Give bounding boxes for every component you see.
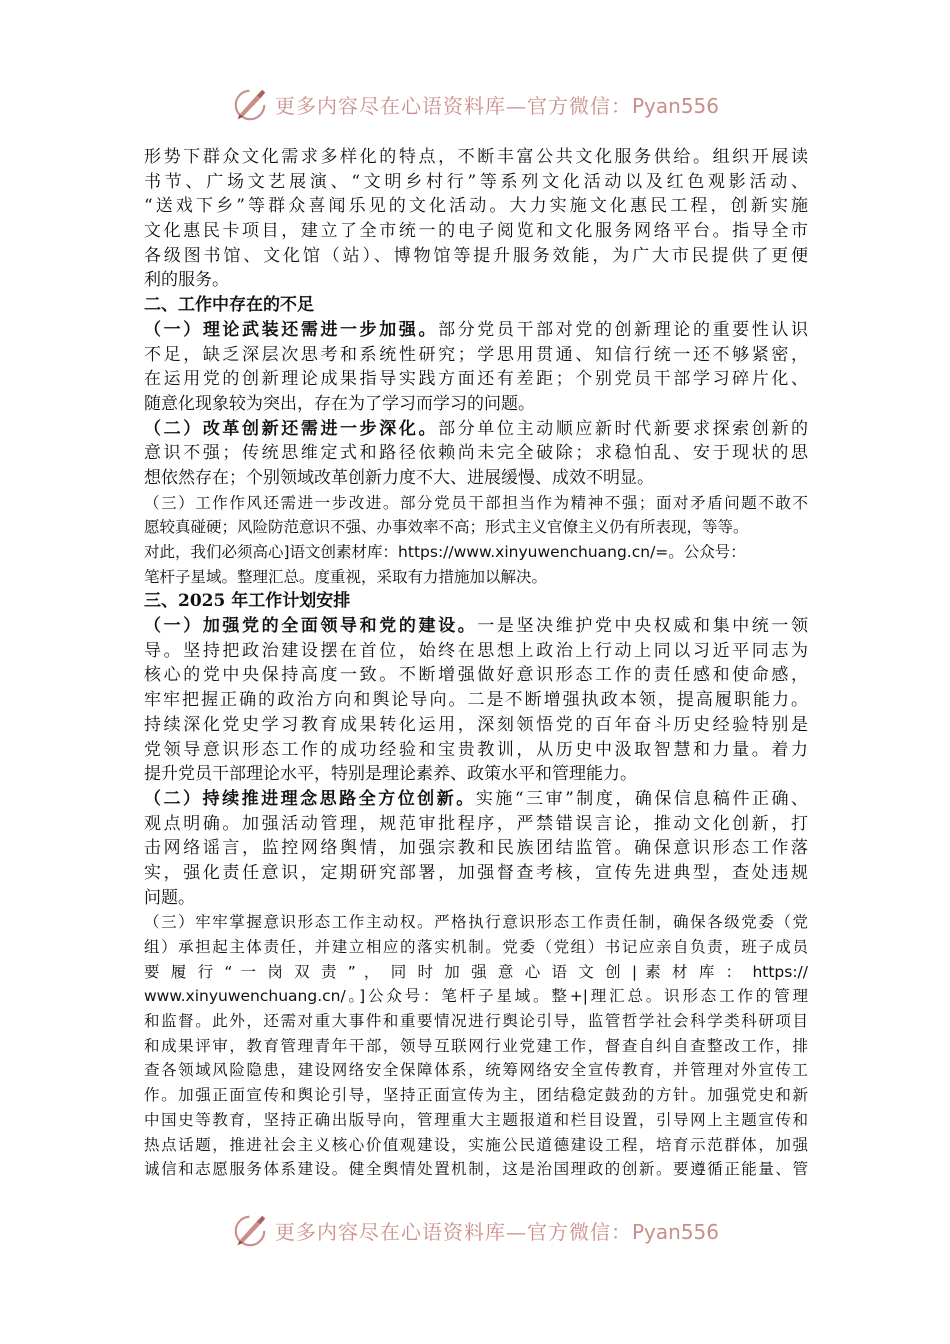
line-text: 导。坚持把政治建设摆在首位，始终在思想上政治上行动上同以习近平同志为 bbox=[144, 640, 808, 661]
text-line bbox=[144, 491, 808, 516]
line-text: 作。加强正面宣传和舆论引导，坚持正面宣传为主，团结稳定鼓劲的方针。加强党史和新 bbox=[144, 1086, 808, 1105]
line-text: 观点明确。加强活动管理，规范审批程序，严禁错误言论，推动文化创新，打 bbox=[144, 813, 808, 834]
text-line bbox=[144, 540, 808, 565]
line-text: 牢牢把握正确的政治方向和舆论导向。二是不断增强执政本领，提高履职能力。 bbox=[144, 690, 808, 711]
text-line bbox=[144, 145, 808, 170]
line-text: 和成果评审，教育管理青年干部，领导互联网行业党建工作，督查自纠自查整改工作，排 bbox=[144, 1036, 808, 1055]
text-line bbox=[144, 1133, 808, 1158]
banner-text: 更多内容尽在心语资料库—官方微信：Pyan556 bbox=[274, 93, 719, 118]
text-line bbox=[144, 762, 808, 787]
line-text: 和监督。此外，还需对重大事件和重要情况进行舆论引导，监管哲学社会科学类科研项目 bbox=[144, 1012, 808, 1031]
line-text: 一是坚决维护党中央权威和集中统一领 bbox=[477, 616, 808, 637]
line-text: 笔杆子星域。整理汇总。度重视，采取有力措施加以解决。 bbox=[144, 567, 548, 586]
text-line bbox=[144, 417, 808, 442]
banner-handle: Pyan556 bbox=[631, 93, 719, 118]
text-line bbox=[144, 639, 808, 664]
text-line bbox=[144, 688, 808, 713]
text-line bbox=[144, 392, 808, 417]
line-text: （三）牢牢掌握意识形态工作主动权。严格执行意识形态工作责任制，确保各级党委（党 bbox=[144, 913, 808, 932]
line-text: 利的服务。 bbox=[144, 270, 229, 291]
line-text: 党领导意识形态工作的成功经验和宝贵教训，从历史中汲取智慧和力量。着力 bbox=[144, 739, 808, 760]
line-text: 实施“三审”制度，确保信息稿件正确、 bbox=[475, 788, 808, 809]
text-line bbox=[144, 984, 808, 1009]
line-text: www.xinyuwenchuang.cn/。]公众号：笔杆子星域。整+|理汇总。识形态工作的管理 bbox=[144, 987, 808, 1006]
text-line bbox=[144, 960, 808, 985]
text-line bbox=[144, 367, 808, 392]
line-text: 持续深化党史学习教育成果转化运用，深刻领悟党的百年奋斗历史经验特别是 bbox=[144, 714, 808, 735]
text-line bbox=[144, 1157, 808, 1182]
text-line bbox=[144, 614, 808, 639]
text-line bbox=[144, 886, 808, 911]
line-text: （三）工作作风还需进一步改进。部分党员干部担当作为精神不强；面对矛盾问题不敢不 bbox=[144, 493, 808, 512]
section-heading bbox=[144, 589, 808, 614]
bold-lead-in: （二）持续推进理念思路全方位创新。 bbox=[144, 788, 476, 809]
text-line bbox=[144, 1083, 808, 1108]
line-text: 形势下群众文化需求多样化的特点，不断丰富公共文化服务供给。组织开展读 bbox=[144, 147, 808, 167]
line-text: 不足，缺乏深层次思考和系统性研究；学思用贯通、知信行统一还不够紧密， bbox=[144, 344, 808, 365]
text-line bbox=[144, 738, 808, 763]
line-text: 部分党员干部对党的创新理论的重要性认识 bbox=[438, 319, 808, 340]
text-line bbox=[144, 910, 808, 935]
text-line bbox=[144, 812, 808, 837]
line-text: 中国史等教育，坚持正确出版导向，管理重大主题报道和栏目设置，引导网上主题宣传和 bbox=[144, 1110, 808, 1129]
line-text: 随意化现象较为突出，存在为了学习而学习的问题。 bbox=[144, 393, 535, 414]
text-line bbox=[144, 170, 808, 195]
line-text: 热点话题，推进社会主义核心价值观建设，实施公民道德建设工程，培育示范群体，加强 bbox=[144, 1135, 808, 1154]
line-text: 实，强化责任意识，定期研究部署，加强督查考核，宣传先进典型，查处违规 bbox=[144, 862, 808, 883]
line-text: 意识不强；传统思维定式和路径依赖尚未完全破除；求稳怕乱、安于现状的思 bbox=[144, 443, 808, 464]
banner-handle: Pyan556 bbox=[631, 1219, 719, 1244]
section-heading bbox=[144, 293, 808, 318]
line-text: 问题。 bbox=[144, 887, 195, 908]
line-text: “送戏下乡”等群众喜闻乐见的文化活动。大力实施文化惠民工程，创新实施 bbox=[144, 196, 808, 217]
text-line bbox=[144, 466, 808, 491]
line-text: 三、2025 年工作计划安排 bbox=[144, 591, 351, 612]
text-line bbox=[144, 194, 808, 219]
text-line bbox=[144, 219, 808, 244]
line-text: 诚信和志愿服务体系建设。健全舆情处置机制，这是治国理政的创新。要遵循正能量、管 bbox=[144, 1160, 808, 1179]
line-text: 文化惠民卡项目，建立了全市统一的电子阅览和文化服务网络平台。指导全市 bbox=[144, 221, 808, 242]
brush-logo-icon bbox=[231, 1211, 269, 1249]
brush-logo-icon bbox=[231, 85, 269, 123]
line-text: 在运用党的创新理论成果指导实践方面还有差距；个别党员干部学习碎片化、 bbox=[144, 369, 808, 390]
line-text: 二、工作中存在的不足 bbox=[144, 295, 314, 316]
text-line bbox=[144, 861, 808, 886]
text-line bbox=[144, 836, 808, 861]
text-line bbox=[144, 1034, 808, 1059]
bold-lead-in: （一）理论武装还需进一步加强。 bbox=[144, 319, 439, 340]
text-line bbox=[144, 1009, 808, 1034]
line-text: 击网络谣言，监控网络舆情，加强宗教和民族团结监管。确保意识形态工作落 bbox=[144, 838, 808, 859]
line-text: 各级图书馆、文化馆（站）、博物馆等提升服务效能，为广大市民提供了更便 bbox=[144, 245, 808, 266]
text-line bbox=[144, 787, 808, 812]
line-text: 愿较真碰硬；风险防范意识不强、办事效率不高；形式主义官僚主义仍有所表现，等等。 bbox=[144, 518, 749, 537]
line-text: 组）承担起主体责任，并建立相应的落实机制。党委（党组）书记应亲自负责，班子成员 bbox=[144, 938, 808, 956]
line-text: 书节、广场文艺展演、“文明乡村行”等系列文化活动以及红色观影活动、 bbox=[144, 171, 808, 192]
text-line bbox=[144, 663, 808, 688]
line-text: 核心的党中央保持高度一致。不断增强做好意识形态工作的责任感和使命感， bbox=[144, 665, 808, 686]
line-text: 提升党员干部理论水平，特别是理论素养、政策水平和管理能力。 bbox=[144, 764, 637, 785]
line-text: 想依然存在；个别领域改革创新力度不大、进展缓慢、成效不明显。 bbox=[144, 467, 654, 488]
footer-banner bbox=[0, 1210, 950, 1250]
text-line bbox=[144, 713, 808, 738]
bold-lead-in: （二）改革创新还需进一步深化。 bbox=[144, 418, 439, 439]
text-line bbox=[144, 515, 808, 540]
text-line bbox=[144, 244, 808, 269]
text-line bbox=[144, 441, 808, 466]
text-line bbox=[144, 1058, 808, 1083]
banner-text: 更多内容尽在心语资料库—官方微信：Pyan556 bbox=[274, 1219, 719, 1244]
line-text: 查各领域风险隐患，建设网络安全保障体系，统筹网络安全宣传教育，并管理对外宣传工 bbox=[144, 1061, 808, 1080]
text-line bbox=[144, 935, 808, 960]
line-text: 对此，我们必须高心]语文创素材库：https://www.xinyuwenchuang.cn/=。公众号： bbox=[144, 543, 746, 561]
document-body bbox=[144, 145, 808, 1182]
bold-lead-in: （一）加强党的全面领导和党的建设。 bbox=[144, 616, 478, 637]
text-line bbox=[144, 343, 808, 368]
text-line bbox=[144, 1108, 808, 1133]
line-text: 部分单位主动顺应新时代新要求探索创新的 bbox=[438, 418, 808, 439]
line-text: 要 履 行 “ 一 岗 双 责 ” ， 同 时 加 强 意 心 语 文 创 | 素 材 库 ： https:// bbox=[144, 962, 808, 981]
header-banner bbox=[0, 84, 950, 124]
text-line bbox=[144, 268, 808, 293]
text-line bbox=[144, 318, 808, 343]
text-line bbox=[144, 565, 808, 590]
